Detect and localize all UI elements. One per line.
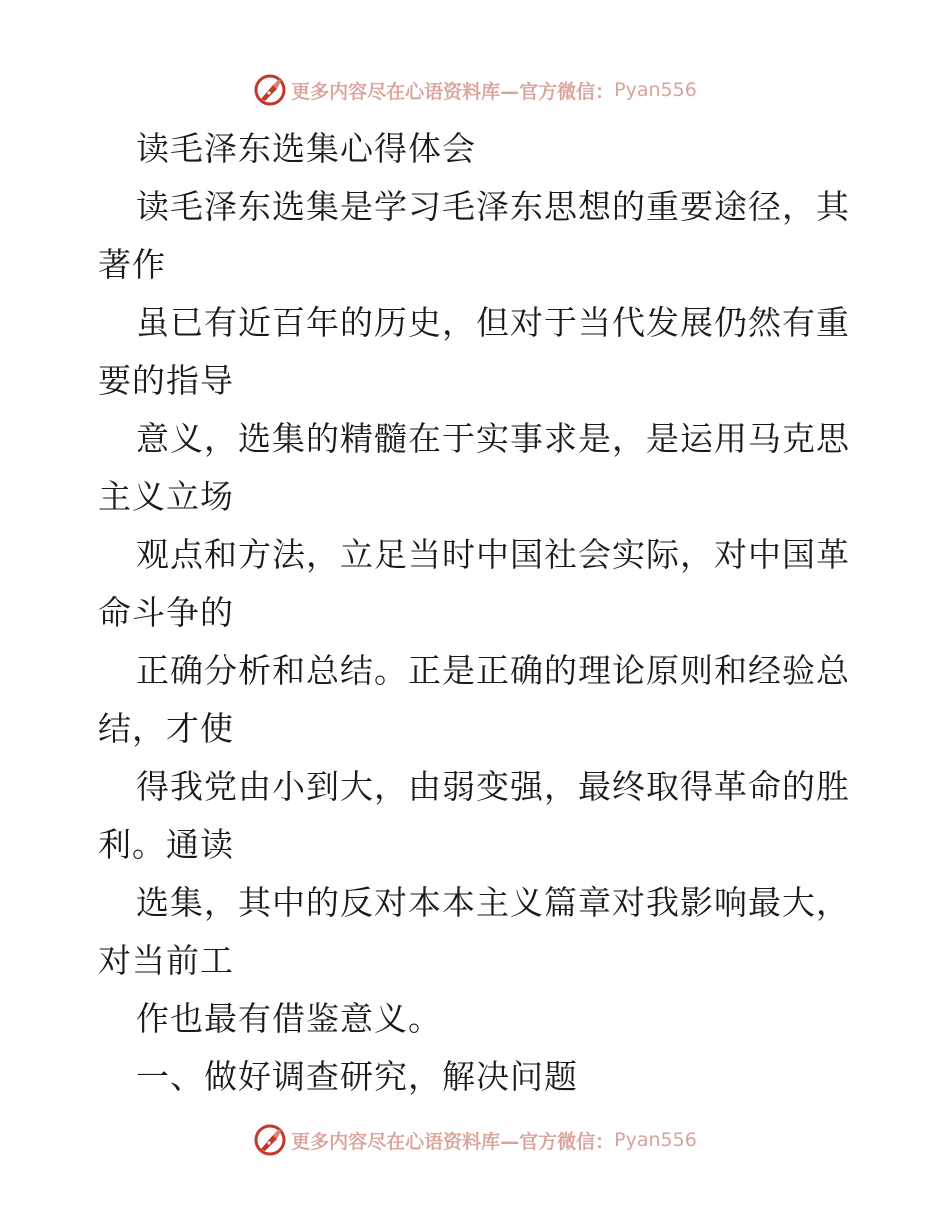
text-line: 作也最有借鉴意义。: [136, 999, 442, 1038]
banner-wechat-id: Pyan556: [614, 1129, 697, 1151]
text-line: 要的指导: [98, 361, 234, 400]
text-line: 读毛泽东选集是学习毛泽东思想的重要途径，其: [136, 187, 850, 226]
document-body: [98, 120, 858, 1106]
text-line: 正确分析和总结。正是正确的理论原则和经验总: [136, 651, 850, 690]
pen-nib-circle-icon: [253, 1123, 287, 1157]
text-line: 著作: [98, 245, 166, 284]
text-line: 主义立场: [98, 477, 234, 516]
text-line: 意义，选集的精髓在于实事求是，是运用马克思: [136, 419, 850, 458]
text-line: 对当前工: [98, 941, 234, 980]
text-line: 虽已有近百年的历史，但对于当代发展仍然有重: [136, 303, 850, 342]
text-line: 命斗争的: [98, 593, 234, 632]
banner-text: 更多内容尽在心语资料库—官方微信：: [291, 80, 615, 103]
text-line: 结，才使: [98, 709, 234, 748]
header-banner: [0, 70, 950, 110]
banner-text: 更多内容尽在心语资料库—官方微信：: [291, 1130, 615, 1153]
text-line: 一、做好调查研究，解决问题: [136, 1057, 578, 1096]
footer-banner: [0, 1120, 950, 1160]
text-line: 观点和方法，立足当时中国社会实际，对中国革: [136, 535, 850, 574]
document-title: 读毛泽东选集心得体会: [136, 129, 476, 168]
banner-wechat-id: Pyan556: [614, 79, 697, 101]
text-line: 利。通读: [98, 825, 234, 864]
text-line: 得我党由小到大，由弱变强，最终取得革命的胜: [136, 767, 850, 806]
pen-nib-circle-icon: [253, 73, 287, 107]
paragraph-lines: [98, 178, 858, 1106]
text-line: 选集，其中的反对本本主义篇章对我影响最大，: [136, 883, 850, 922]
